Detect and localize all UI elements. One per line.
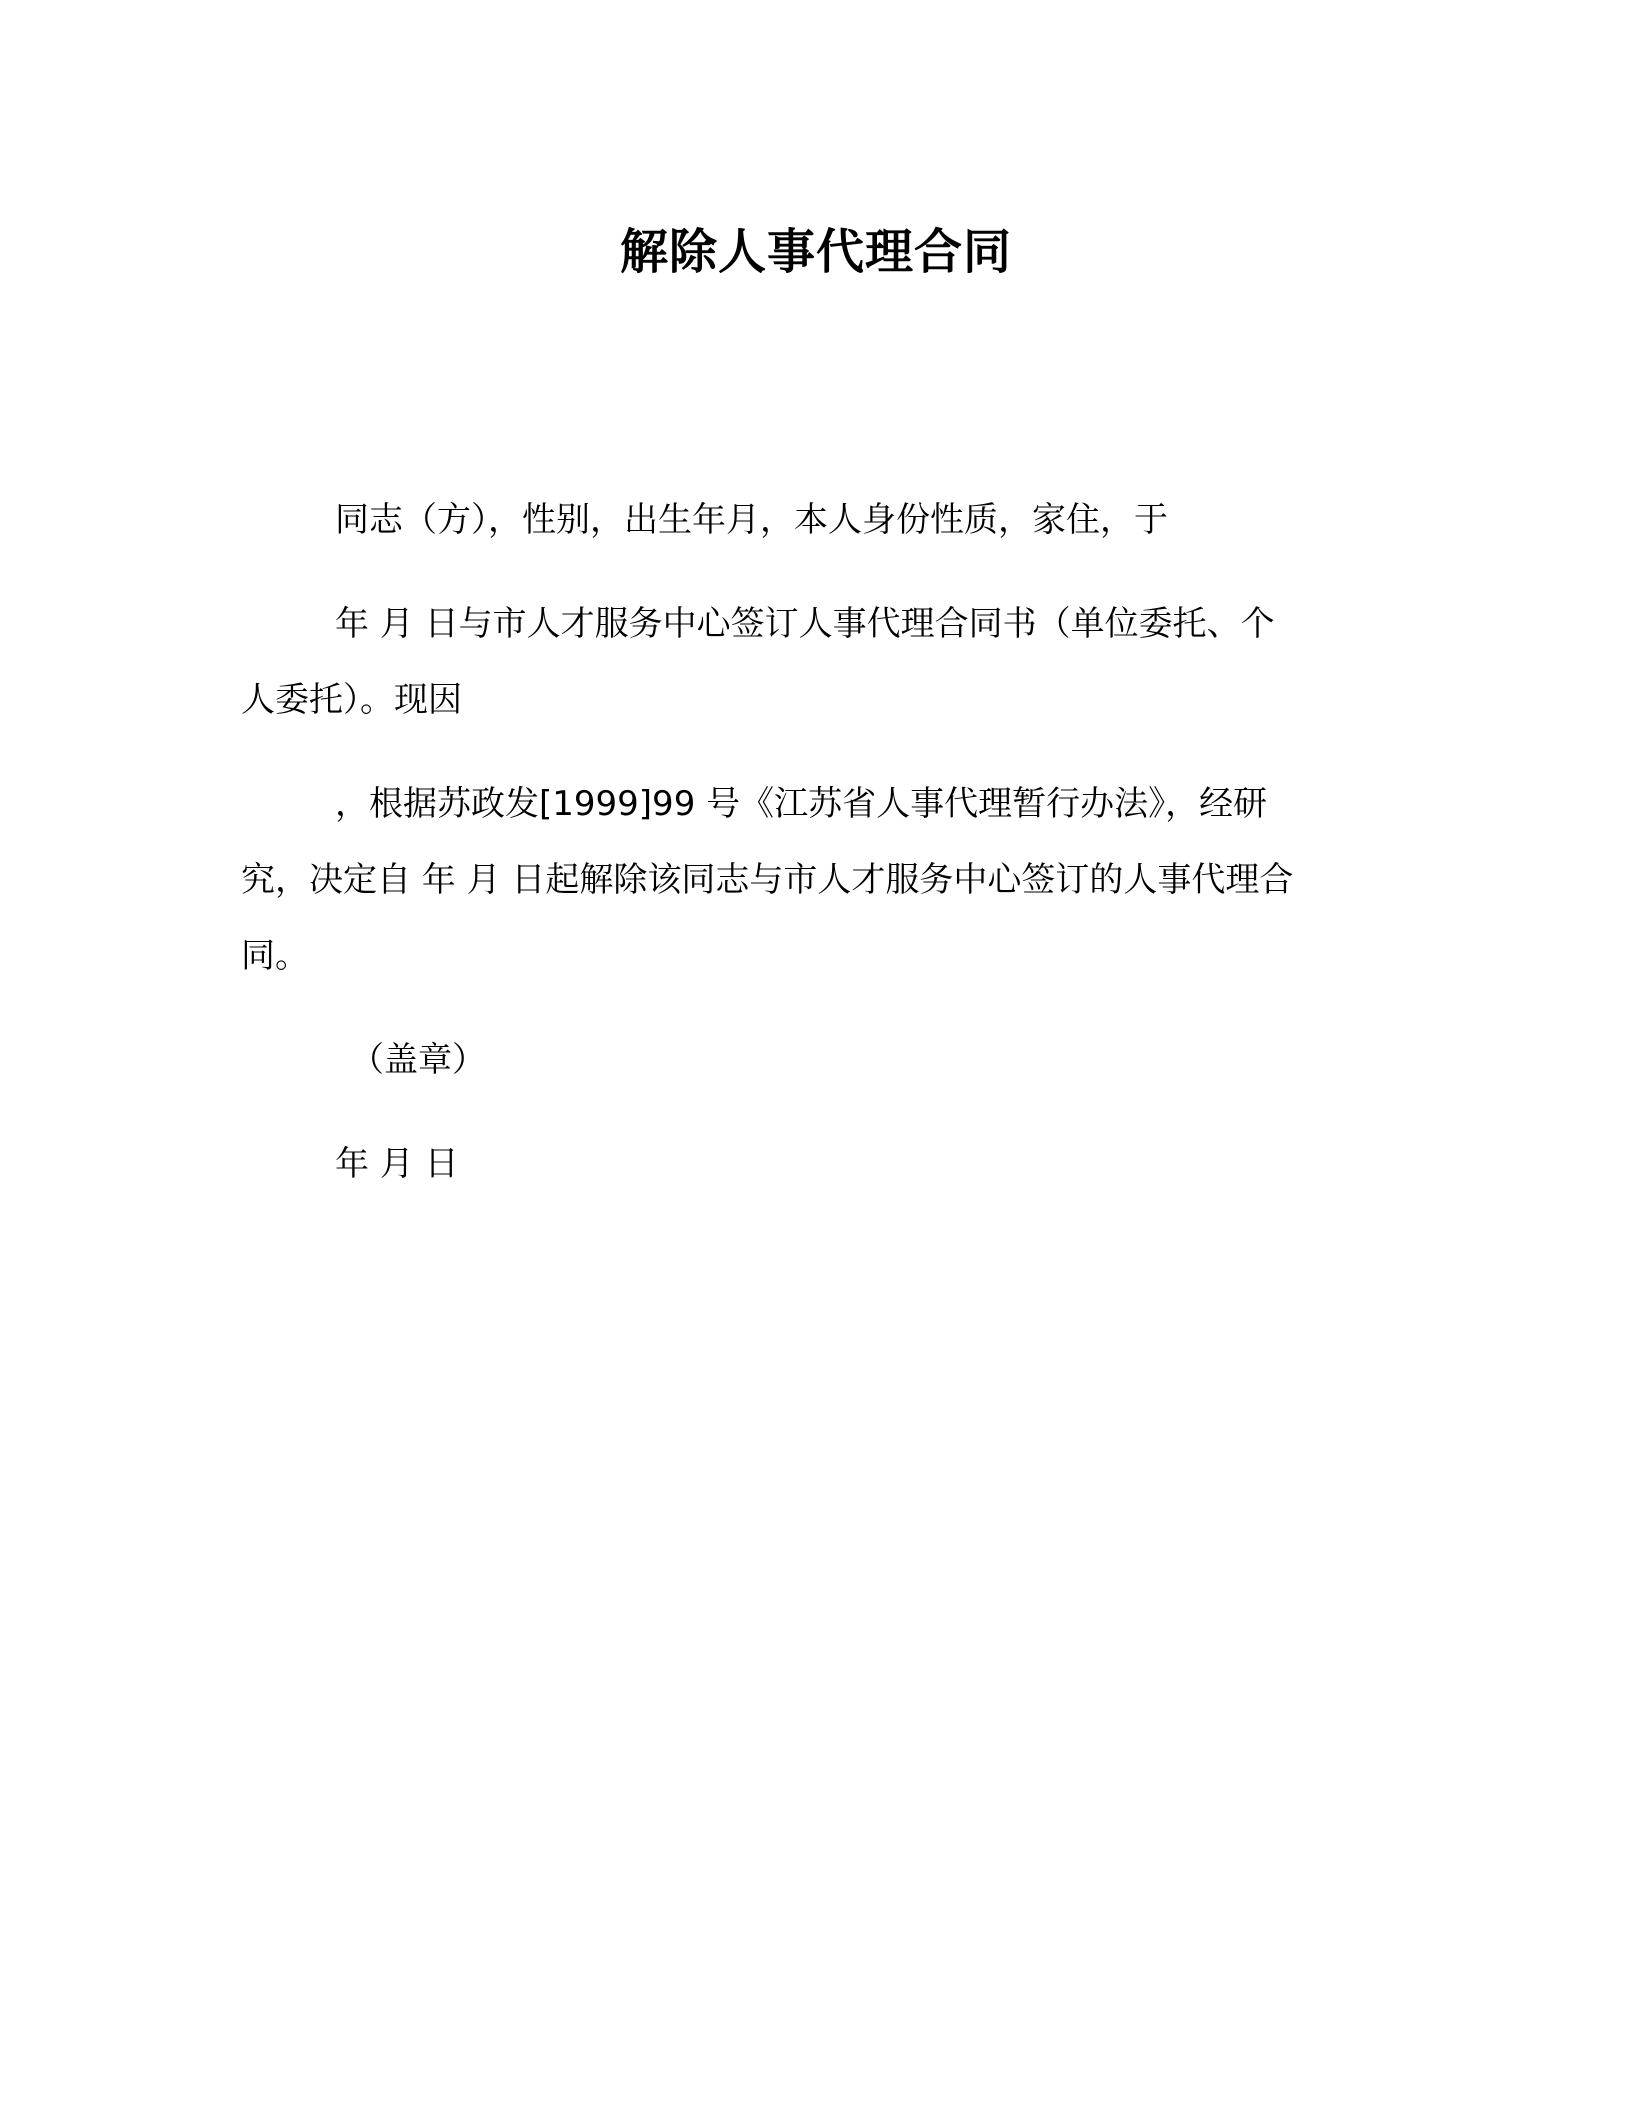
date-line: 年 月 日: [335, 1144, 459, 1184]
body-line-2: 年 月 日与市人才服务中心签订人事代理合同书（单位委托、个: [335, 604, 1275, 644]
body-line-5: 究，决定自 年 月 日起解除该同志与市人才服务中心签订的人事代理合: [241, 860, 1294, 900]
body-line-1: 同志（方），性别，出生年月，本人身份性质，家住，于: [335, 500, 1168, 540]
document-title: 解除人事代理合同: [619, 224, 1012, 280]
body-line-3: 人委托）。现因: [241, 680, 462, 720]
body-line-6: 同。: [241, 936, 309, 976]
body-line-4: ，根据苏政发[1999]99 号《江苏省人事代理暂行办法》，经研: [335, 784, 1268, 824]
seal-label: （盖章）: [350, 1040, 486, 1080]
